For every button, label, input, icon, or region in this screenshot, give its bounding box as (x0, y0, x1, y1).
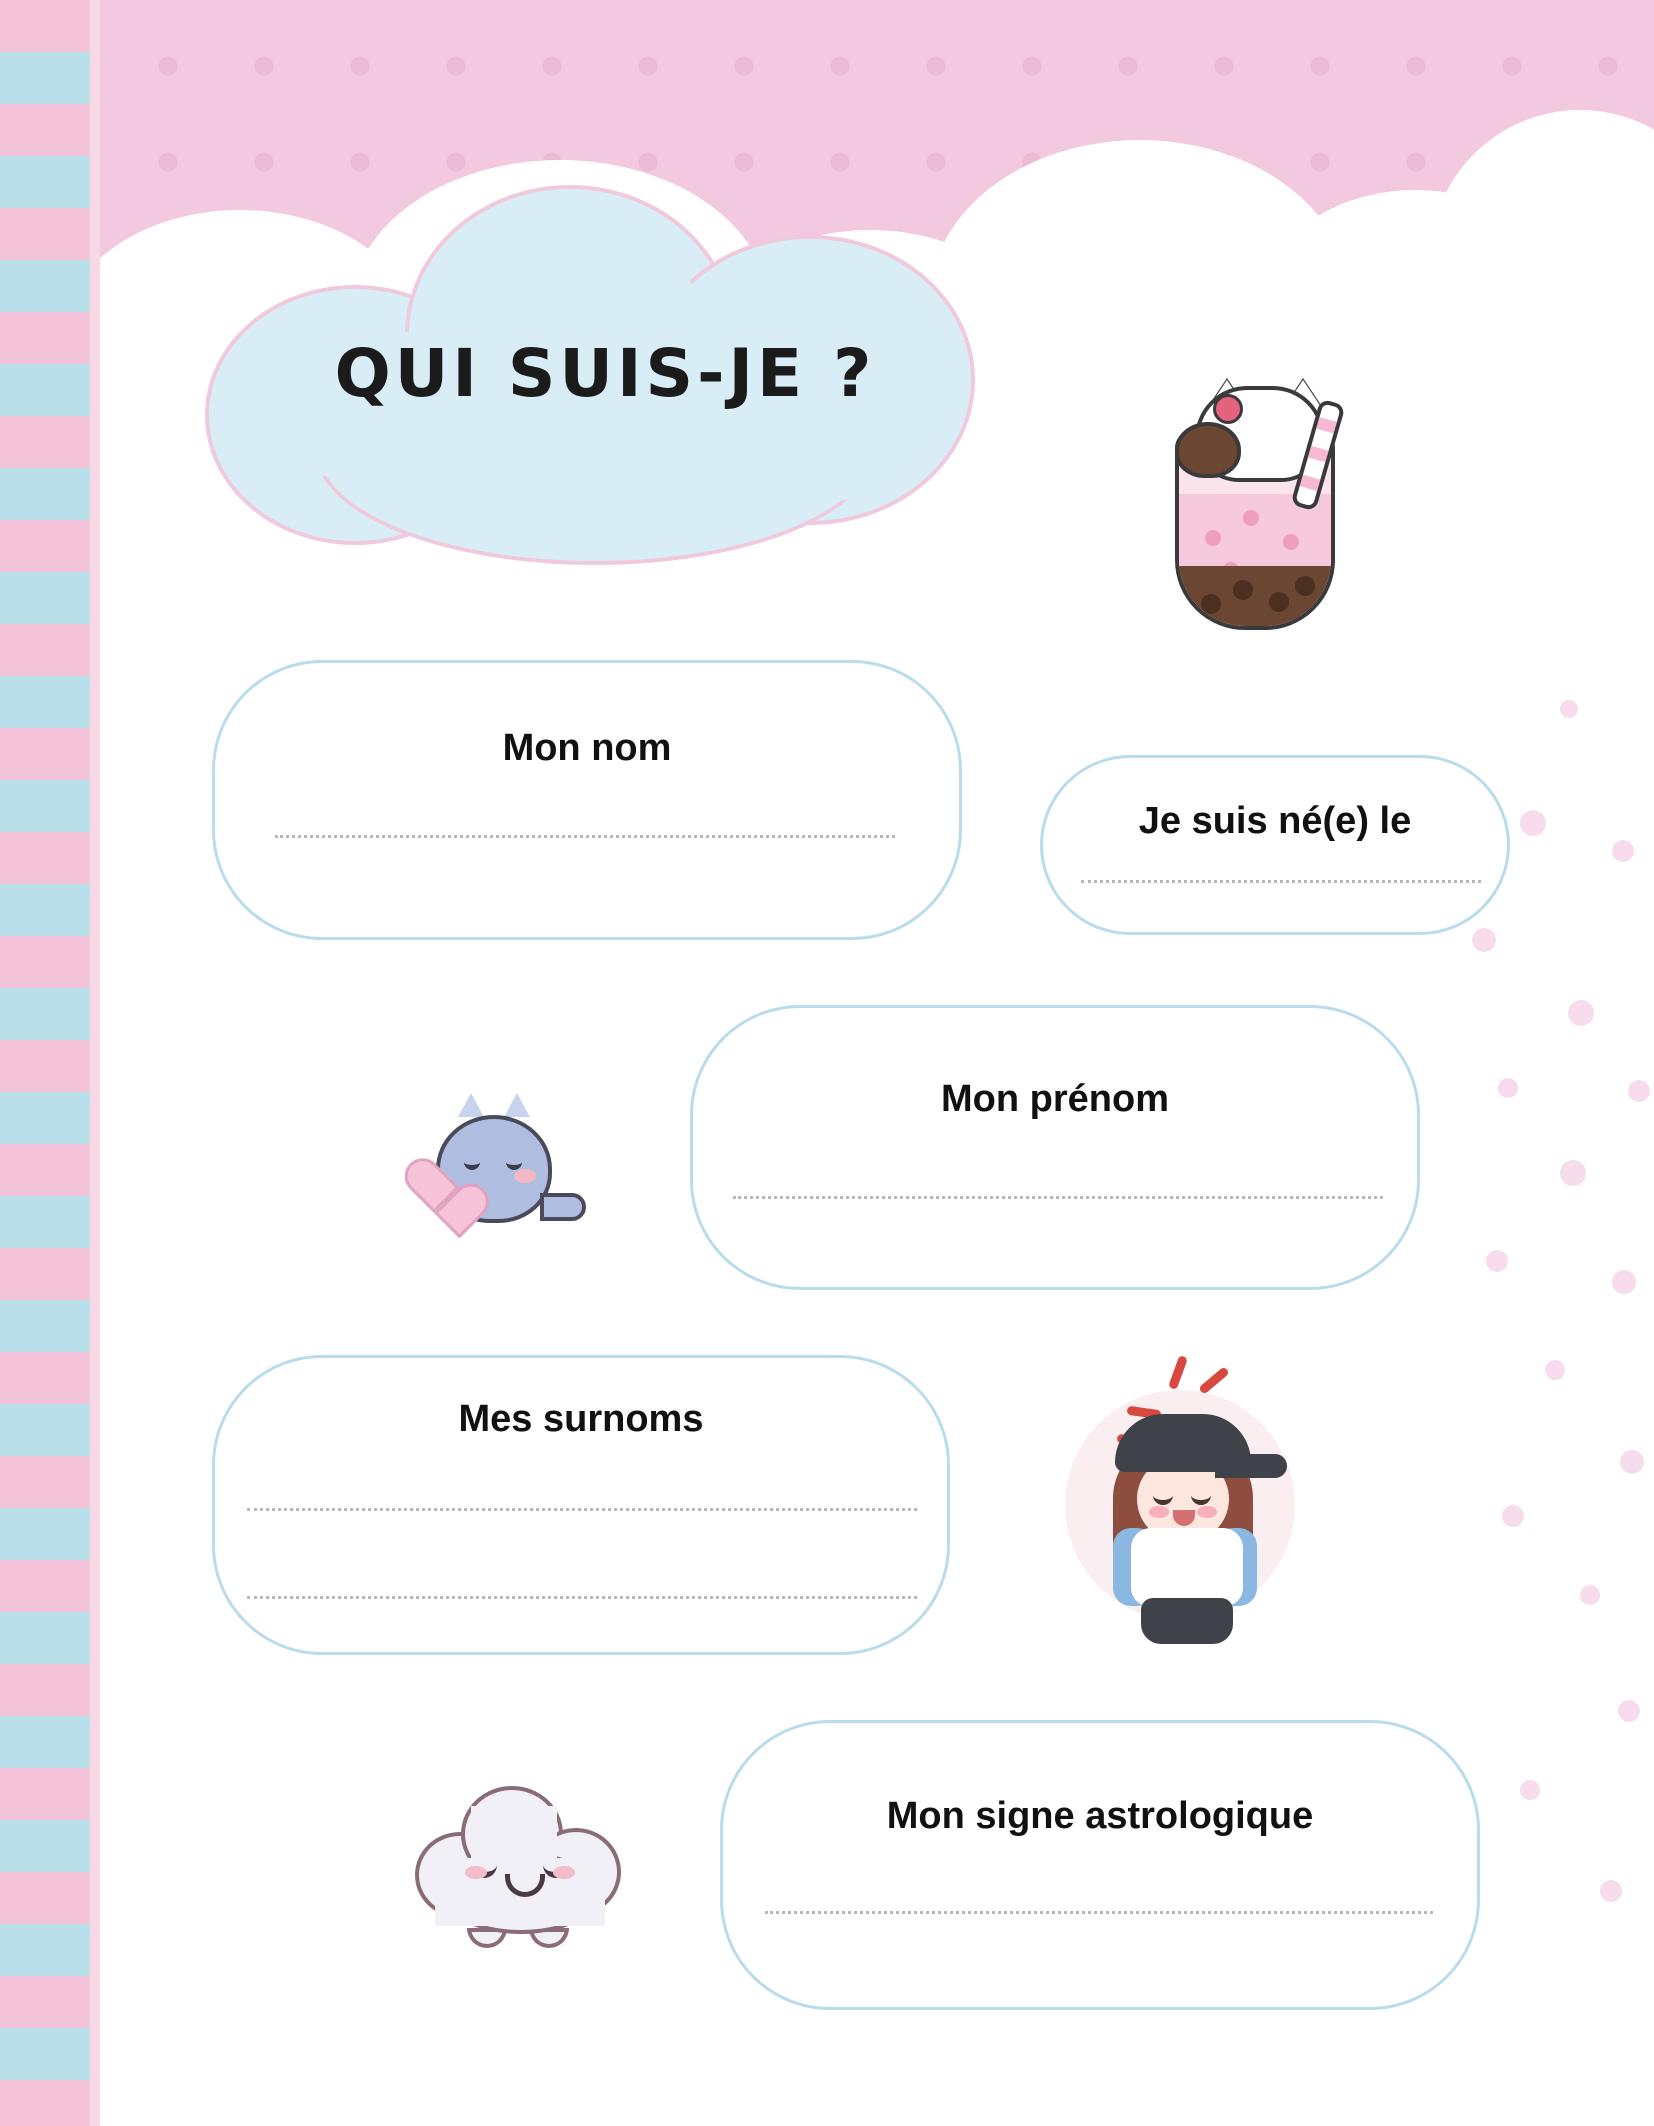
field-astro-writing-line[interactable] (765, 1911, 1433, 1914)
girl-with-cap-illustration (1065, 1360, 1305, 1660)
decor-dot (1580, 1585, 1600, 1605)
striped-binding (0, 0, 90, 2126)
binding-edge (90, 0, 100, 2126)
field-surnoms-writing-line-1[interactable] (247, 1508, 917, 1511)
field-prenom-label: Mon prénom (941, 1078, 1169, 1120)
cloud-face (465, 1850, 575, 1910)
field-prenom[interactable] (690, 1005, 1420, 1290)
field-naissance[interactable] (1040, 755, 1510, 935)
field-astro-label: Mon signe astrologique (886, 1795, 1314, 1837)
decor-dot (1620, 1450, 1644, 1474)
smiling-cloud-illustration (405, 1780, 635, 1990)
field-surnoms-writing-line-2[interactable] (247, 1596, 917, 1599)
decor-dot (1472, 928, 1496, 952)
decor-dot (1545, 1360, 1565, 1380)
field-astro[interactable] (720, 1720, 1480, 2010)
decor-dot (1520, 810, 1546, 836)
decor-dot (1502, 1505, 1524, 1527)
decor-dot (1628, 1080, 1650, 1102)
page-title: QUI SUIS-JE ? (334, 335, 876, 412)
decor-dot (1612, 840, 1634, 862)
decor-dot (1560, 1160, 1586, 1186)
decor-dot (1568, 1000, 1594, 1026)
title-cloud (195, 165, 1015, 585)
field-nom-label: Mon nom (502, 727, 672, 769)
decor-dot (1498, 1078, 1518, 1098)
heart-icon (408, 1161, 472, 1219)
decor-dot (1618, 1700, 1640, 1722)
field-nom-writing-line[interactable] (275, 835, 895, 838)
field-naissance-label: Je suis né(e) le (1138, 800, 1412, 842)
dragon-with-heart-illustration (400, 1085, 590, 1245)
field-nom[interactable] (212, 660, 962, 940)
field-naissance-writing-line[interactable] (1081, 880, 1481, 883)
decor-dot (1612, 1270, 1636, 1294)
field-surnoms-label: Mes surnoms (458, 1398, 704, 1440)
decor-dot (1520, 1780, 1540, 1800)
decor-dot (1486, 1250, 1508, 1272)
decor-dot (1600, 1880, 1622, 1902)
field-prenom-writing-line[interactable] (733, 1196, 1383, 1199)
cat-in-bubble-tea-illustration (1155, 370, 1375, 670)
field-surnoms[interactable] (212, 1355, 950, 1655)
decor-dot (1560, 700, 1578, 718)
